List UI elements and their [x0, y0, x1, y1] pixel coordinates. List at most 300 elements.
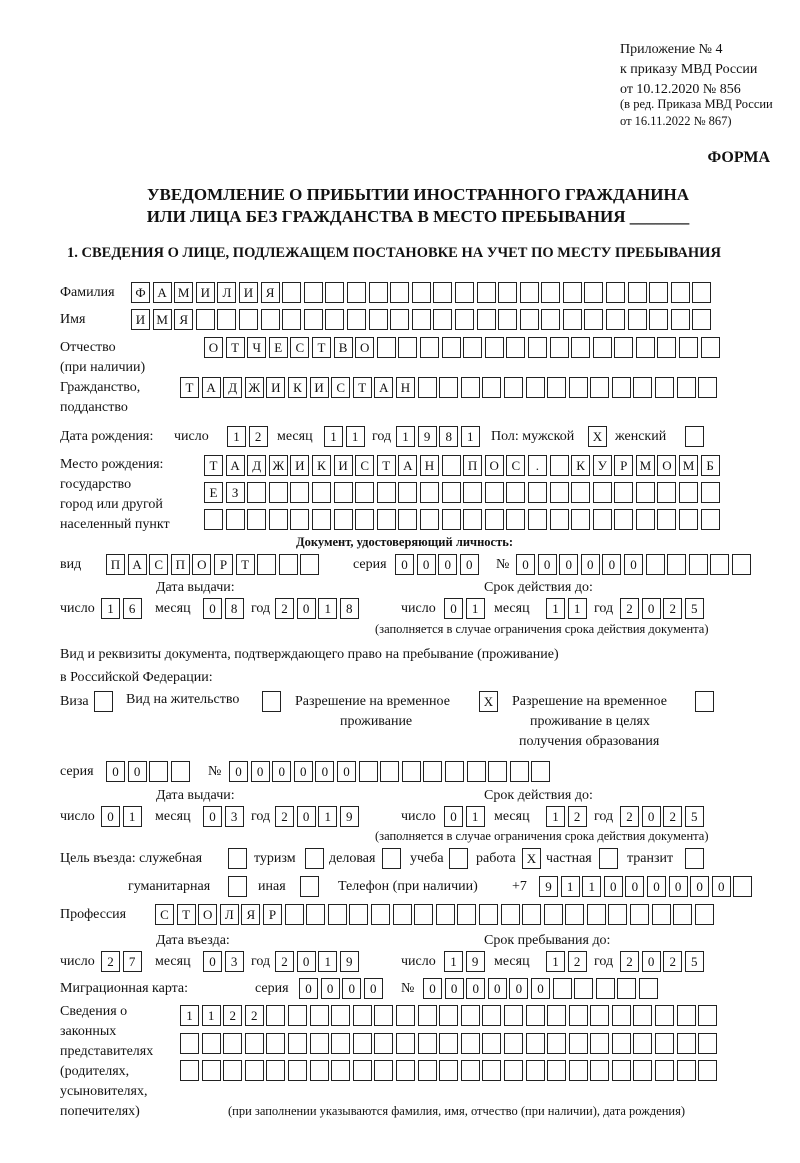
- char-cell[interactable]: 0: [251, 761, 270, 782]
- char-cell[interactable]: 1: [461, 426, 480, 447]
- char-cell[interactable]: [290, 482, 309, 503]
- char-cell[interactable]: [433, 282, 452, 303]
- char-cell[interactable]: [300, 876, 319, 897]
- char-cell[interactable]: [418, 1033, 437, 1054]
- char-cell[interactable]: Е: [204, 482, 223, 503]
- char-cell[interactable]: [498, 309, 517, 330]
- purpose-checkbox[interactable]: [228, 848, 250, 870]
- char-cell[interactable]: 0: [395, 554, 414, 575]
- char-cell[interactable]: [334, 509, 353, 530]
- char-cell[interactable]: 2: [620, 951, 639, 972]
- char-cell[interactable]: [374, 1005, 393, 1026]
- id-number-field[interactable]: [516, 554, 754, 576]
- char-cell[interactable]: [398, 509, 417, 530]
- char-cell[interactable]: [528, 509, 547, 530]
- char-cell[interactable]: [673, 904, 692, 925]
- char-cell[interactable]: 0: [690, 876, 709, 897]
- char-cell[interactable]: [677, 1033, 696, 1054]
- char-cell[interactable]: [630, 904, 649, 925]
- char-cell[interactable]: X: [588, 426, 607, 447]
- char-cell[interactable]: 0: [438, 554, 457, 575]
- char-cell[interactable]: [550, 509, 569, 530]
- char-cell[interactable]: 1: [318, 951, 337, 972]
- char-cell[interactable]: [649, 309, 668, 330]
- char-cell[interactable]: [445, 761, 464, 782]
- char-cell[interactable]: [628, 282, 647, 303]
- char-cell[interactable]: [279, 554, 298, 575]
- char-cell[interactable]: 9: [418, 426, 437, 447]
- char-cell[interactable]: [353, 1033, 372, 1054]
- char-cell[interactable]: [377, 337, 396, 358]
- char-cell[interactable]: 0: [559, 554, 578, 575]
- char-cell[interactable]: [636, 337, 655, 358]
- char-cell[interactable]: Е: [269, 337, 288, 358]
- char-cell[interactable]: А: [128, 554, 147, 575]
- char-cell[interactable]: О: [485, 455, 504, 476]
- temp-res-checkbox[interactable]: [479, 691, 501, 713]
- char-cell[interactable]: И: [310, 377, 329, 398]
- char-cell[interactable]: [420, 337, 439, 358]
- char-cell[interactable]: [328, 904, 347, 925]
- char-cell[interactable]: А: [226, 455, 245, 476]
- char-cell[interactable]: А: [398, 455, 417, 476]
- char-cell[interactable]: [449, 848, 468, 869]
- char-cell[interactable]: [649, 282, 668, 303]
- char-cell[interactable]: 0: [538, 554, 557, 575]
- char-cell[interactable]: [402, 761, 421, 782]
- char-cell[interactable]: [612, 1033, 631, 1054]
- char-cell[interactable]: X: [479, 691, 498, 712]
- char-cell[interactable]: 0: [602, 554, 621, 575]
- char-cell[interactable]: Т: [204, 455, 223, 476]
- patronymic-field[interactable]: [204, 337, 722, 359]
- char-cell[interactable]: [304, 309, 323, 330]
- char-cell[interactable]: [550, 455, 569, 476]
- char-cell[interactable]: [455, 282, 474, 303]
- birth-year[interactable]: [396, 426, 482, 448]
- char-cell[interactable]: [349, 904, 368, 925]
- char-cell[interactable]: [436, 904, 455, 925]
- char-cell[interactable]: Т: [226, 337, 245, 358]
- char-cell[interactable]: [596, 978, 615, 999]
- char-cell[interactable]: [359, 761, 378, 782]
- char-cell[interactable]: [245, 1060, 264, 1081]
- char-cell[interactable]: [590, 1033, 609, 1054]
- char-cell[interactable]: 0: [647, 876, 666, 897]
- purpose-checkbox[interactable]: [228, 876, 250, 898]
- char-cell[interactable]: [732, 554, 751, 575]
- char-cell[interactable]: 2: [568, 951, 587, 972]
- cell-field[interactable]: [444, 598, 487, 620]
- char-cell[interactable]: 0: [460, 554, 479, 575]
- char-cell[interactable]: [202, 1060, 221, 1081]
- char-cell[interactable]: [266, 1005, 285, 1026]
- char-cell[interactable]: 0: [342, 978, 361, 999]
- char-cell[interactable]: Б: [701, 455, 720, 476]
- representatives-line[interactable]: [180, 1033, 720, 1055]
- char-cell[interactable]: [701, 482, 720, 503]
- char-cell[interactable]: 2: [275, 951, 294, 972]
- char-cell[interactable]: [262, 691, 281, 712]
- char-cell[interactable]: [269, 482, 288, 503]
- char-cell[interactable]: 8: [225, 598, 244, 619]
- char-cell[interactable]: [369, 282, 388, 303]
- cell-field[interactable]: [275, 951, 361, 973]
- char-cell[interactable]: 0: [642, 598, 661, 619]
- char-cell[interactable]: [569, 1060, 588, 1081]
- char-cell[interactable]: И: [334, 455, 353, 476]
- char-cell[interactable]: [245, 1033, 264, 1054]
- char-cell[interactable]: [679, 509, 698, 530]
- char-cell[interactable]: [506, 509, 525, 530]
- char-cell[interactable]: И: [266, 377, 285, 398]
- char-cell[interactable]: Т: [236, 554, 255, 575]
- char-cell[interactable]: [306, 904, 325, 925]
- purpose-checkbox[interactable]: [305, 848, 327, 870]
- char-cell[interactable]: [677, 1060, 696, 1081]
- purpose-checkbox[interactable]: [522, 848, 544, 870]
- char-cell[interactable]: 0: [321, 978, 340, 999]
- char-cell[interactable]: И: [131, 309, 150, 330]
- char-cell[interactable]: [180, 1033, 199, 1054]
- char-cell[interactable]: [461, 377, 480, 398]
- char-cell[interactable]: З: [226, 482, 245, 503]
- char-cell[interactable]: [633, 377, 652, 398]
- char-cell[interactable]: [584, 282, 603, 303]
- char-cell[interactable]: [288, 1005, 307, 1026]
- char-cell[interactable]: [180, 1060, 199, 1081]
- char-cell[interactable]: [482, 1005, 501, 1026]
- char-cell[interactable]: Т: [312, 337, 331, 358]
- birth-place-line[interactable]: [204, 455, 722, 477]
- char-cell[interactable]: [477, 282, 496, 303]
- char-cell[interactable]: [485, 509, 504, 530]
- female-checkbox[interactable]: [685, 426, 707, 448]
- char-cell[interactable]: [528, 337, 547, 358]
- char-cell[interactable]: [522, 904, 541, 925]
- char-cell[interactable]: [590, 377, 609, 398]
- char-cell[interactable]: [396, 1033, 415, 1054]
- char-cell[interactable]: [485, 482, 504, 503]
- char-cell[interactable]: 9: [539, 876, 558, 897]
- birth-place-line[interactable]: [204, 509, 722, 531]
- cell-field[interactable]: [546, 598, 589, 620]
- char-cell[interactable]: [482, 1060, 501, 1081]
- char-cell[interactable]: [698, 377, 717, 398]
- char-cell[interactable]: Н: [420, 455, 439, 476]
- char-cell[interactable]: [261, 309, 280, 330]
- purpose-checkbox[interactable]: [449, 848, 471, 870]
- char-cell[interactable]: 1: [546, 598, 565, 619]
- char-cell[interactable]: [498, 282, 517, 303]
- cell-field[interactable]: [203, 951, 246, 973]
- char-cell[interactable]: К: [288, 377, 307, 398]
- char-cell[interactable]: [442, 455, 461, 476]
- char-cell[interactable]: Т: [377, 455, 396, 476]
- char-cell[interactable]: [633, 1033, 652, 1054]
- char-cell[interactable]: [593, 337, 612, 358]
- char-cell[interactable]: 2: [275, 806, 294, 827]
- char-cell[interactable]: 0: [101, 806, 120, 827]
- cell-field[interactable]: [101, 951, 144, 973]
- char-cell[interactable]: [412, 282, 431, 303]
- char-cell[interactable]: 3: [225, 951, 244, 972]
- char-cell[interactable]: 0: [203, 951, 222, 972]
- char-cell[interactable]: [701, 337, 720, 358]
- char-cell[interactable]: [398, 337, 417, 358]
- char-cell[interactable]: 0: [642, 806, 661, 827]
- char-cell[interactable]: [288, 1060, 307, 1081]
- surname-field[interactable]: [131, 282, 714, 304]
- char-cell[interactable]: [506, 482, 525, 503]
- char-cell[interactable]: 1: [324, 426, 343, 447]
- char-cell[interactable]: [599, 848, 618, 869]
- profession-field[interactable]: [155, 904, 716, 926]
- char-cell[interactable]: К: [571, 455, 590, 476]
- char-cell[interactable]: [149, 761, 168, 782]
- birth-place-line[interactable]: [204, 482, 722, 504]
- char-cell[interactable]: [628, 309, 647, 330]
- name-field[interactable]: [131, 309, 714, 331]
- char-cell[interactable]: [563, 309, 582, 330]
- char-cell[interactable]: [685, 848, 704, 869]
- cell-field[interactable]: [546, 806, 589, 828]
- char-cell[interactable]: Ж: [245, 377, 264, 398]
- char-cell[interactable]: [657, 482, 676, 503]
- char-cell[interactable]: [655, 1005, 674, 1026]
- char-cell[interactable]: [655, 377, 674, 398]
- char-cell[interactable]: Я: [241, 904, 260, 925]
- char-cell[interactable]: [202, 1033, 221, 1054]
- cell-field[interactable]: [101, 806, 144, 828]
- char-cell[interactable]: 2: [620, 598, 639, 619]
- char-cell[interactable]: [257, 554, 276, 575]
- citizenship-field[interactable]: [180, 377, 720, 399]
- char-cell[interactable]: 0: [604, 876, 623, 897]
- char-cell[interactable]: [531, 761, 550, 782]
- char-cell[interactable]: [461, 1060, 480, 1081]
- char-cell[interactable]: [606, 309, 625, 330]
- char-cell[interactable]: [355, 482, 374, 503]
- char-cell[interactable]: [247, 482, 266, 503]
- char-cell[interactable]: [657, 509, 676, 530]
- char-cell[interactable]: [565, 904, 584, 925]
- char-cell[interactable]: [217, 309, 236, 330]
- char-cell[interactable]: [467, 761, 486, 782]
- visa-checkbox[interactable]: [94, 691, 116, 713]
- char-cell[interactable]: 2: [663, 806, 682, 827]
- cell-field[interactable]: [275, 806, 361, 828]
- char-cell[interactable]: [310, 1033, 329, 1054]
- char-cell[interactable]: [612, 1005, 631, 1026]
- char-cell[interactable]: 0: [128, 761, 147, 782]
- char-cell[interactable]: Ж: [269, 455, 288, 476]
- char-cell[interactable]: [282, 309, 301, 330]
- char-cell[interactable]: [223, 1060, 242, 1081]
- char-cell[interactable]: [733, 876, 752, 897]
- char-cell[interactable]: [541, 309, 560, 330]
- char-cell[interactable]: [300, 554, 319, 575]
- char-cell[interactable]: [439, 1060, 458, 1081]
- char-cell[interactable]: [608, 904, 627, 925]
- char-cell[interactable]: [331, 1005, 350, 1026]
- char-cell[interactable]: Ч: [247, 337, 266, 358]
- char-cell[interactable]: [587, 904, 606, 925]
- char-cell[interactable]: [196, 309, 215, 330]
- char-cell[interactable]: [461, 1033, 480, 1054]
- char-cell[interactable]: [331, 1060, 350, 1081]
- char-cell[interactable]: [463, 509, 482, 530]
- cell-field[interactable]: [101, 598, 144, 620]
- char-cell[interactable]: [398, 482, 417, 503]
- char-cell[interactable]: [266, 1033, 285, 1054]
- char-cell[interactable]: 2: [245, 1005, 264, 1026]
- char-cell[interactable]: 2: [101, 951, 120, 972]
- char-cell[interactable]: 0: [423, 978, 442, 999]
- char-cell[interactable]: [331, 1033, 350, 1054]
- char-cell[interactable]: [433, 309, 452, 330]
- char-cell[interactable]: [463, 482, 482, 503]
- char-cell[interactable]: С: [149, 554, 168, 575]
- char-cell[interactable]: [442, 482, 461, 503]
- char-cell[interactable]: 0: [315, 761, 334, 782]
- char-cell[interactable]: X: [522, 848, 541, 869]
- char-cell[interactable]: 0: [516, 554, 535, 575]
- char-cell[interactable]: [685, 426, 704, 447]
- cell-field[interactable]: [444, 951, 487, 973]
- char-cell[interactable]: [657, 337, 676, 358]
- char-cell[interactable]: [547, 377, 566, 398]
- char-cell[interactable]: 1: [101, 598, 120, 619]
- phone-field[interactable]: [539, 876, 755, 898]
- char-cell[interactable]: 0: [297, 598, 316, 619]
- char-cell[interactable]: 1: [180, 1005, 199, 1026]
- char-cell[interactable]: П: [106, 554, 125, 575]
- cell-field[interactable]: [444, 806, 487, 828]
- char-cell[interactable]: [698, 1005, 717, 1026]
- char-cell[interactable]: 0: [625, 876, 644, 897]
- char-cell[interactable]: [593, 509, 612, 530]
- char-cell[interactable]: [305, 848, 324, 869]
- char-cell[interactable]: М: [174, 282, 193, 303]
- char-cell[interactable]: 0: [531, 978, 550, 999]
- char-cell[interactable]: [614, 337, 633, 358]
- char-cell[interactable]: [482, 1033, 501, 1054]
- char-cell[interactable]: [606, 282, 625, 303]
- char-cell[interactable]: 0: [509, 978, 528, 999]
- char-cell[interactable]: Д: [223, 377, 242, 398]
- char-cell[interactable]: .: [528, 455, 547, 476]
- cell-field[interactable]: [620, 951, 706, 973]
- representatives-line[interactable]: [180, 1005, 720, 1027]
- char-cell[interactable]: 1: [444, 951, 463, 972]
- char-cell[interactable]: А: [153, 282, 172, 303]
- char-cell[interactable]: А: [374, 377, 393, 398]
- char-cell[interactable]: Р: [263, 904, 282, 925]
- char-cell[interactable]: [266, 1060, 285, 1081]
- char-cell[interactable]: 1: [227, 426, 246, 447]
- char-cell[interactable]: 0: [417, 554, 436, 575]
- cell-field[interactable]: [546, 951, 589, 973]
- char-cell[interactable]: [574, 978, 593, 999]
- char-cell[interactable]: [390, 309, 409, 330]
- id-kind-field[interactable]: [106, 554, 322, 576]
- char-cell[interactable]: [325, 282, 344, 303]
- char-cell[interactable]: [689, 554, 708, 575]
- char-cell[interactable]: [655, 1033, 674, 1054]
- char-cell[interactable]: [442, 337, 461, 358]
- char-cell[interactable]: [695, 904, 714, 925]
- char-cell[interactable]: 2: [249, 426, 268, 447]
- char-cell[interactable]: [617, 978, 636, 999]
- char-cell[interactable]: 1: [582, 876, 601, 897]
- char-cell[interactable]: 3: [225, 806, 244, 827]
- char-cell[interactable]: [439, 377, 458, 398]
- char-cell[interactable]: 0: [106, 761, 125, 782]
- char-cell[interactable]: [374, 1033, 393, 1054]
- char-cell[interactable]: 1: [561, 876, 580, 897]
- char-cell[interactable]: Р: [214, 554, 233, 575]
- char-cell[interactable]: 2: [663, 598, 682, 619]
- char-cell[interactable]: [636, 482, 655, 503]
- char-cell[interactable]: [369, 309, 388, 330]
- char-cell[interactable]: [501, 904, 520, 925]
- char-cell[interactable]: 0: [624, 554, 643, 575]
- char-cell[interactable]: [390, 282, 409, 303]
- char-cell[interactable]: [418, 1060, 437, 1081]
- char-cell[interactable]: О: [204, 337, 223, 358]
- char-cell[interactable]: [510, 761, 529, 782]
- char-cell[interactable]: Я: [261, 282, 280, 303]
- char-cell[interactable]: С: [506, 455, 525, 476]
- char-cell[interactable]: [547, 1005, 566, 1026]
- char-cell[interactable]: В: [334, 337, 353, 358]
- char-cell[interactable]: 1: [318, 806, 337, 827]
- char-cell[interactable]: [288, 1033, 307, 1054]
- char-cell[interactable]: 0: [466, 978, 485, 999]
- char-cell[interactable]: О: [192, 554, 211, 575]
- char-cell[interactable]: 1: [318, 598, 337, 619]
- char-cell[interactable]: [171, 761, 190, 782]
- char-cell[interactable]: [547, 1060, 566, 1081]
- char-cell[interactable]: [569, 1033, 588, 1054]
- char-cell[interactable]: [698, 1060, 717, 1081]
- char-cell[interactable]: [612, 1060, 631, 1081]
- char-cell[interactable]: [541, 282, 560, 303]
- char-cell[interactable]: 7: [123, 951, 142, 972]
- birth-month[interactable]: [324, 426, 367, 448]
- char-cell[interactable]: 0: [203, 806, 222, 827]
- char-cell[interactable]: [463, 337, 482, 358]
- purpose-checkbox[interactable]: [382, 848, 404, 870]
- char-cell[interactable]: [655, 1060, 674, 1081]
- char-cell[interactable]: П: [171, 554, 190, 575]
- char-cell[interactable]: 1: [546, 951, 565, 972]
- cell-field[interactable]: [620, 598, 706, 620]
- char-cell[interactable]: [420, 509, 439, 530]
- char-cell[interactable]: [633, 1060, 652, 1081]
- char-cell[interactable]: [520, 282, 539, 303]
- char-cell[interactable]: М: [636, 455, 655, 476]
- char-cell[interactable]: [228, 848, 247, 869]
- char-cell[interactable]: Я: [174, 309, 193, 330]
- char-cell[interactable]: 0: [712, 876, 731, 897]
- char-cell[interactable]: [412, 309, 431, 330]
- char-cell[interactable]: [353, 1005, 372, 1026]
- char-cell[interactable]: 1: [568, 598, 587, 619]
- char-cell[interactable]: Р: [614, 455, 633, 476]
- char-cell[interactable]: [396, 1005, 415, 1026]
